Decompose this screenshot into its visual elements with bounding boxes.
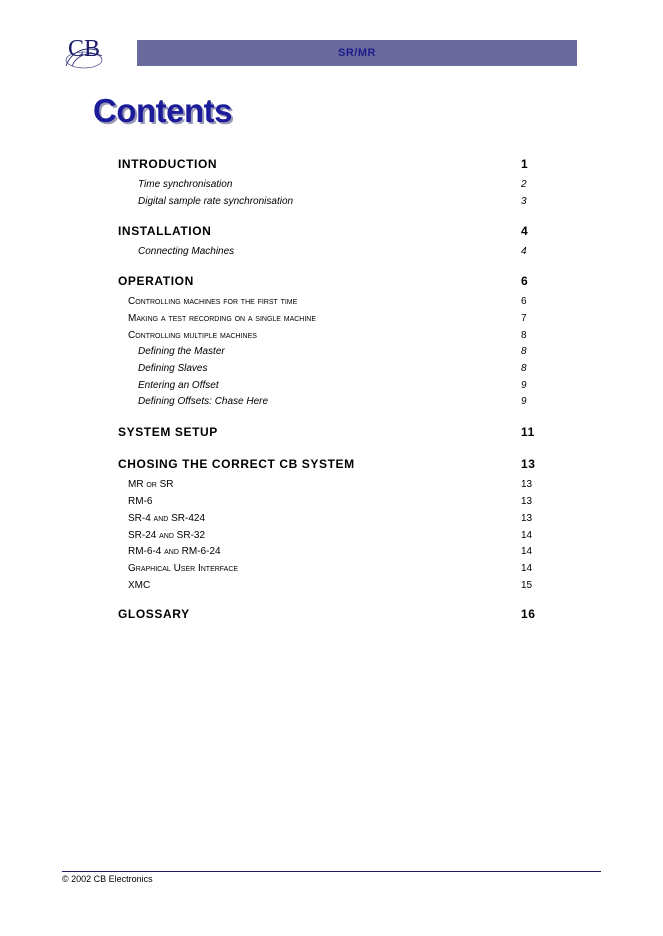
toc-entry[interactable] — [118, 310, 538, 326]
toc-entry-page: 7 — [521, 312, 527, 324]
toc-entry[interactable] — [118, 456, 538, 472]
toc-entry-label: Defining Slaves — [138, 362, 208, 374]
toc-entry-page: 13 — [521, 457, 536, 471]
toc-entry-label: RM-6 — [128, 495, 153, 507]
toc-entry-label: INSTALLATION — [118, 224, 212, 238]
toc-entry-label: RM-6-4 and RM-6-24 — [128, 545, 221, 557]
toc-entry[interactable] — [118, 393, 538, 409]
toc-entry-page: 3 — [521, 195, 527, 207]
toc-entry-page: 14 — [521, 529, 533, 541]
toc-entry[interactable] — [118, 223, 538, 239]
toc-entry-label: CHOSING THE CORRECT CB SYSTEM — [118, 457, 355, 471]
toc-entry[interactable] — [118, 193, 538, 209]
toc-entry-label: Time synchronisation — [138, 178, 233, 190]
header-bar — [137, 40, 577, 66]
toc-entry-page: 6 — [521, 274, 529, 288]
toc-entry[interactable] — [118, 560, 538, 576]
toc-entry-page: 11 — [521, 425, 535, 439]
toc-entry-label: Defining Offsets: Chase Here — [138, 395, 269, 407]
toc-entry[interactable] — [118, 327, 538, 343]
toc-entry-page: 2 — [521, 178, 527, 190]
toc-entry[interactable] — [118, 243, 538, 259]
toc-entry[interactable] — [118, 493, 538, 509]
toc-entry-label: Controlling multiple machines — [128, 329, 257, 341]
toc-entry-page: 14 — [521, 545, 533, 557]
toc-entry[interactable] — [118, 156, 538, 172]
toc-entry-label: Graphical User Interface — [128, 562, 239, 574]
toc-entry-page: 1 — [521, 157, 529, 171]
toc-entry[interactable] — [118, 377, 538, 393]
toc-entry[interactable] — [118, 176, 538, 192]
cb-logo — [62, 36, 106, 70]
toc-entry[interactable] — [118, 293, 538, 309]
toc-entry-label: SR-4 and SR-424 — [128, 512, 206, 524]
toc-entry-label: SR-24 and SR-32 — [128, 529, 206, 541]
toc-entry-label: Connecting Machines — [138, 245, 235, 257]
toc-entry[interactable] — [118, 543, 538, 559]
footer-copyright: © 2002 CB Electronics — [62, 874, 153, 884]
toc-entry-page: 16 — [521, 607, 536, 621]
toc-entry-label: Making a test recording on a single machine — [128, 312, 317, 324]
toc-entry-label: Digital sample rate synchronisation — [138, 195, 294, 207]
toc-entry[interactable] — [118, 510, 538, 526]
toc-entry-page: 4 — [521, 224, 529, 238]
toc-entry-label: INTRODUCTION — [118, 157, 218, 171]
toc-entry-page: 13 — [521, 495, 533, 507]
page-title: Contents — [93, 92, 232, 129]
toc-entry-label: Defining the Master — [138, 345, 225, 357]
toc-entry-page: 8 — [521, 329, 527, 341]
toc-entry-label: Entering an Offset — [138, 379, 219, 391]
toc-entry-label: OPERATION — [118, 274, 194, 288]
toc-entry-page: 4 — [521, 245, 527, 257]
toc-entry-page: 8 — [521, 345, 527, 357]
toc-entry[interactable] — [118, 273, 538, 289]
toc-entry-label: SYSTEM SETUP — [118, 425, 218, 439]
toc-entry-label: XMC — [128, 579, 151, 591]
toc-entry-page: 13 — [521, 478, 533, 490]
toc-entry[interactable] — [118, 424, 538, 440]
toc-entry[interactable] — [118, 476, 538, 492]
toc-entry-page: 9 — [521, 379, 527, 391]
toc-entry[interactable] — [118, 577, 538, 593]
toc-entry-page: 14 — [521, 562, 533, 574]
toc-entry-page: 13 — [521, 512, 533, 524]
toc-entry-label: Controlling machines for the first time — [128, 295, 298, 307]
toc-entry-page: 8 — [521, 362, 527, 374]
logo-text: CB — [68, 36, 101, 62]
toc-entry[interactable] — [118, 527, 538, 543]
toc-entry-page: 9 — [521, 395, 527, 407]
toc-entry-label: MR or SR — [128, 478, 174, 490]
toc-entry-page: 6 — [521, 295, 527, 307]
footer-divider — [62, 871, 601, 872]
toc-entry[interactable] — [118, 343, 538, 359]
toc-entry-page: 15 — [521, 579, 533, 591]
toc-entry[interactable] — [118, 606, 538, 622]
header-title: SR/MR — [338, 47, 376, 59]
toc-entry[interactable] — [118, 360, 538, 376]
toc-entry-label: GLOSSARY — [118, 607, 190, 621]
